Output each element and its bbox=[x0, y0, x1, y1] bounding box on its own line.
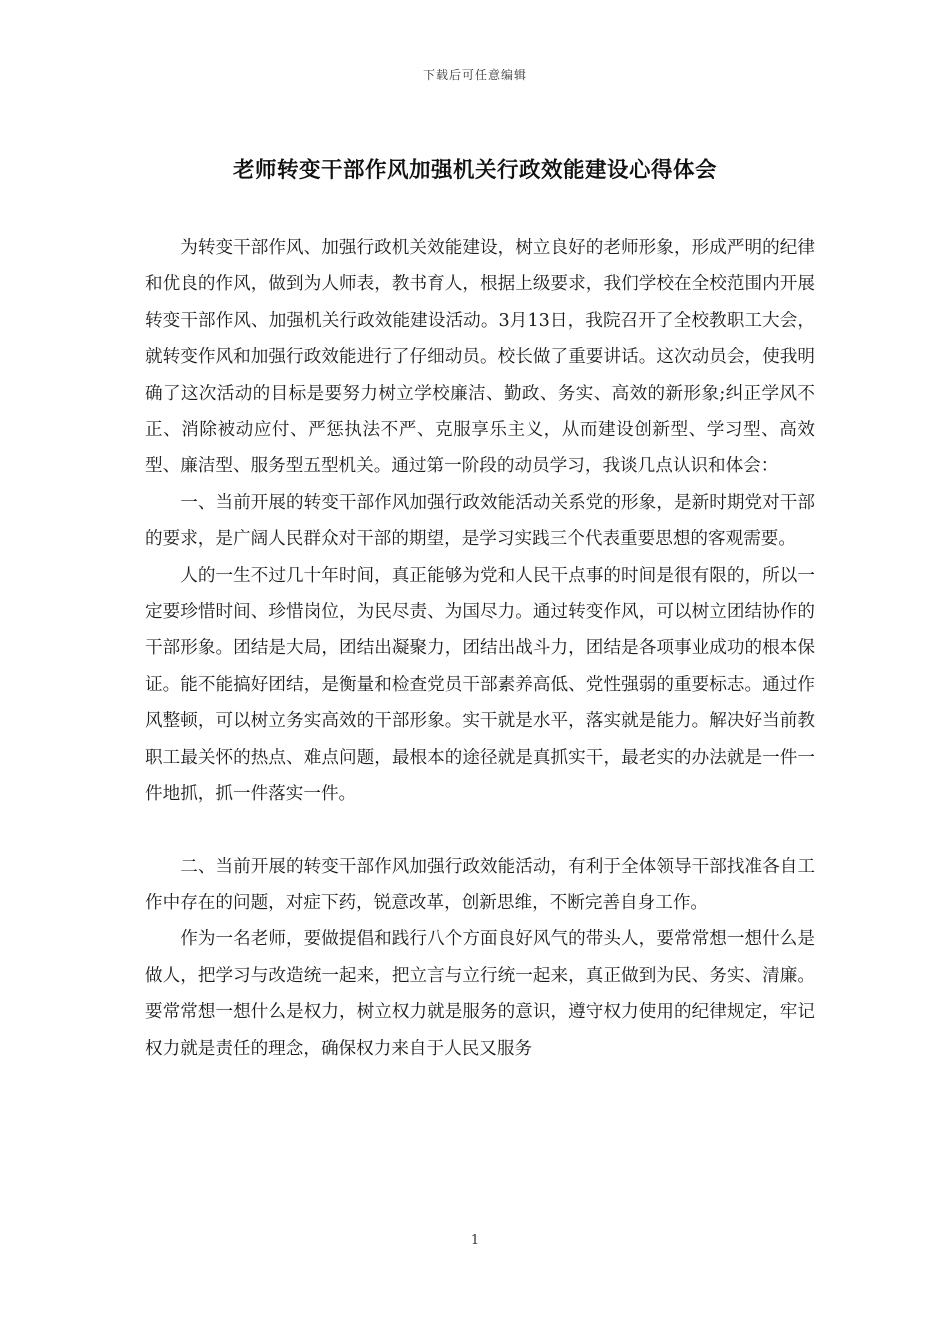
paragraph-point-two-detail: 作为一名老师，要做提倡和践行八个方面良好风气的带头人，要常常想一想什么是做人，把学习与改造统一起来，把立言与立行统一起来，真正做到为民、务实、清廉。要常常想一想什么是权力，树立权力就是服务的意识，遵守权力使用的纪律规定，牢记权力就是责任的理念，确保权力来自于人民又服务 bbox=[145, 929, 815, 1059]
paragraph-point-one: 一、当前开展的转变干部作风加强行政效能活动关系党的形象，是新时期党对干部的要求，是广阔人民群众对干部的期望，是学习实践三个代表重要思想的客观需要。 bbox=[145, 492, 815, 550]
page-number: 1 bbox=[470, 1233, 480, 1248]
paragraph-point-one-detail: 人的一生不过几十年时间，真正能够为党和人民干点事的时间是很有限的，所以一定要珍惜时间、珍惜岗位，为民尽责、为国尽力。通过转变作风，可以树立团结协作的干部形象。团结是大局，团结出凝聚力，团结出战斗力，团结是各项事业成功的根本保证。能不能搞好团结，是衡量和检查党员干部素养高低、党性强弱的重要标志。通过作风整顿，可以树立务实高效的干部形象。实干就是水平，落实就是能力。解决好当前教职工最关怀的热点、难点问题，最根本的途径就是真抓实干，最老实的办法就是一件一件地抓，抓一件落实一件。 bbox=[145, 565, 815, 805]
document-title: 老师转变干部作风加强机关行政效能建设心得体会 bbox=[232, 158, 717, 183]
document-body bbox=[145, 230, 815, 1067]
paragraph-intro: 为转变干部作风、加强行政机关效能建设，树立良好的老师形象，形成严明的纪律和优良的作风，做到为人师表，教书育人，根据上级要求，我们学校在全校范围内开展转变干部作风、加强机关行政效能建设活动。3月13日，我院召开了全校教职工大会，就转变作风和加强行政效能进行了仔细动员。校长做了重要讲话。这次动员会，使我明确了这次活动的目标是要努力树立学校廉洁、勤政、务实、高效的新形象;纠正学风不正、消除被动应付、严惩执法不严、克服享乐主义，从而建设创新型、学习型、高效型、廉洁型、服务型五型机关。通过第一阶段的动员学习，我谈几点认识和体会： bbox=[145, 238, 815, 477]
paragraph-point-two: 二、当前开展的转变干部作风加强行政效能活动，有利于全体领导干部找准各自工作中存在的问题，对症下药，锐意改革，创新思维，不断完善自身工作。 bbox=[145, 856, 815, 913]
header-note: 下载后可任意编辑 bbox=[422, 68, 527, 82]
